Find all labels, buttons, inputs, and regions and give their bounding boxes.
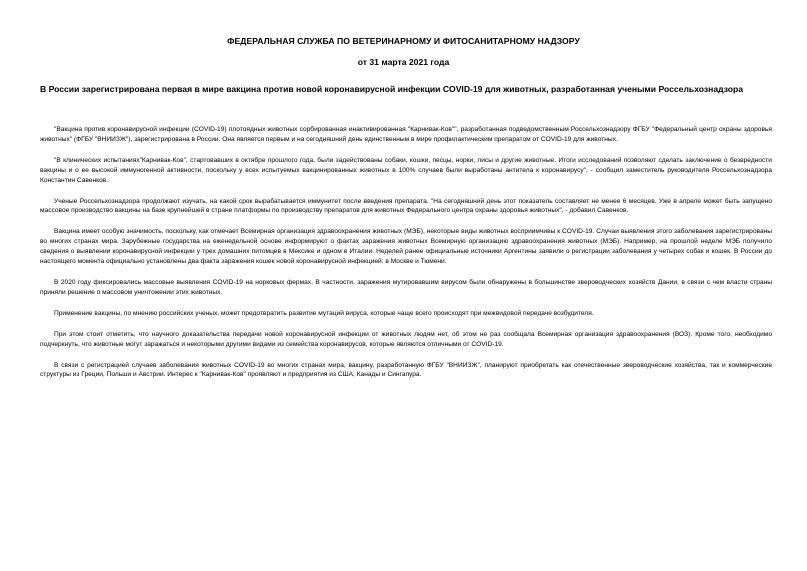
paragraph-4: Вакцина имеет особую значимость, поскольку, как отмечает Всемирная организация здравоохранения животных (МЭБ), некоторые виды животных восприимчивы к COVID-19. Случаи выявления этого заболевания зарегистрированы во многих странах мира. Зарубежные государства на еженедельной основе информируют о фактах заражения животных Всемирную организацию здравоохранения животных (МЭБ). Например, на прошлой неделе МЭБ получило сведения о выявлении коронавирусной инфекции у трех домашних питомцев в Мексике и одном в Италии. Неделей ранее официальные источники Аргентины заявили о регистрации заболевания у четырех собак и кошек. В России до настоящего момента официально установлены два факта заражения кошек новой коронавирусной инфекцией: в Москве и Тюмени. <box>40 228 772 266</box>
document-body <box>40 125 772 391</box>
paragraph-7: При этом стоит отметить, что научного доказательства передачи новой коронавирусной инфекции от животных людям нет, об этом не раз сообщала Всемирная организация здравоохранения (ВОЗ). Кроме того, необходимо подчеркнуть, что животные могут заражаться и некоторыми другими видами из семейства коронавирусов, которые являются отличными от COVID-19. <box>40 330 772 348</box>
document-date: от 31 марта 2021 года <box>357 57 450 67</box>
agency-title: ФЕДЕРАЛЬНАЯ СЛУЖБА ПО ВЕТЕРИНАРНОМУ И ФИТОСАНИТАРНОМУ НАДЗОРУ <box>227 36 580 46</box>
paragraph-3: Ученые Россельхознадзора продолжают изучать, на какой срок вырабатывается иммунитет после введения препарата. "На сегодняшний день этот показатель составляет не менее 6 месяцев. Уже в апреле может быть запущено массовое производство вакцины на базе крупнейшей в стране платформы по производству препаратов для животных Федерального центра охраны здоровья животных", - добавил Савенков. <box>40 197 772 215</box>
paragraph-5: В 2020 году фиксировались массовые выявления COVID-19 на норковых фермах. В частности, заражения мутировавшим вирусом были обнаружены в большинстве звероводческих хозяйств Дании, в связи с чем власти страны приняли решение о массовом уничтожении этих животных. <box>40 278 772 296</box>
paragraph-8: В связи с регистрацией случаев заболевания животных COVID-19 во многих странах мира, вакцину, разработанную ФГБУ "ВНИИЗЖ", планируют приобретать как отечественные звероводческие хозяйства, так и коммерческие структуры из Греции, Польши и Австрии. Интерес к "Карнивак-Ков" проявляют и предприятия из США, Канады и Сингапура. <box>40 361 772 379</box>
paragraph-1: "Вакцина против коронавирусной инфекции (COVID-19) плотоядных животных сорбированная инактивированная "Карнивак-Ков"", разработанная подведомственным Россельхознадзору ФГБУ "Федеральный центр охраны здоровья животных" (ФГБУ "ВНИИЗЖ"), зарегистрирована в России. Она является первым и на сегодняшний день единственным в мире профилактическим препаратом от COVID-19 для животных. <box>40 126 772 143</box>
paragraph-2: "В клинических испытаниях"Карнивак-Ков", стартовавших в октябре прошлого года, были задействованы собаки, кошки, песцы, норки, лисы и другие животные. Итоги исследований позволяют сделать заключение о безвредности вакцины и о ее высокой иммуногенной активности, поскольку у всех испытуемых вакцинированных животных в 100% случаев были выработаны антитела к коронавирусу", - сообщил заместитель руководителя Россельхознадзора Константин Савенков. <box>40 156 772 184</box>
paragraph-6: Применение вакцины, по мнению российских ученых, может предотвратить развитие мутаций вируса, которые чаще всего происходят при межвидовой передаче возбудителя. <box>54 309 594 317</box>
document-headline: В России зарегистрирована первая в мире вакцина против новой коронавирусной инфекции COVID-19 для животных, разработанная учеными Россельхознадзора <box>40 84 744 94</box>
